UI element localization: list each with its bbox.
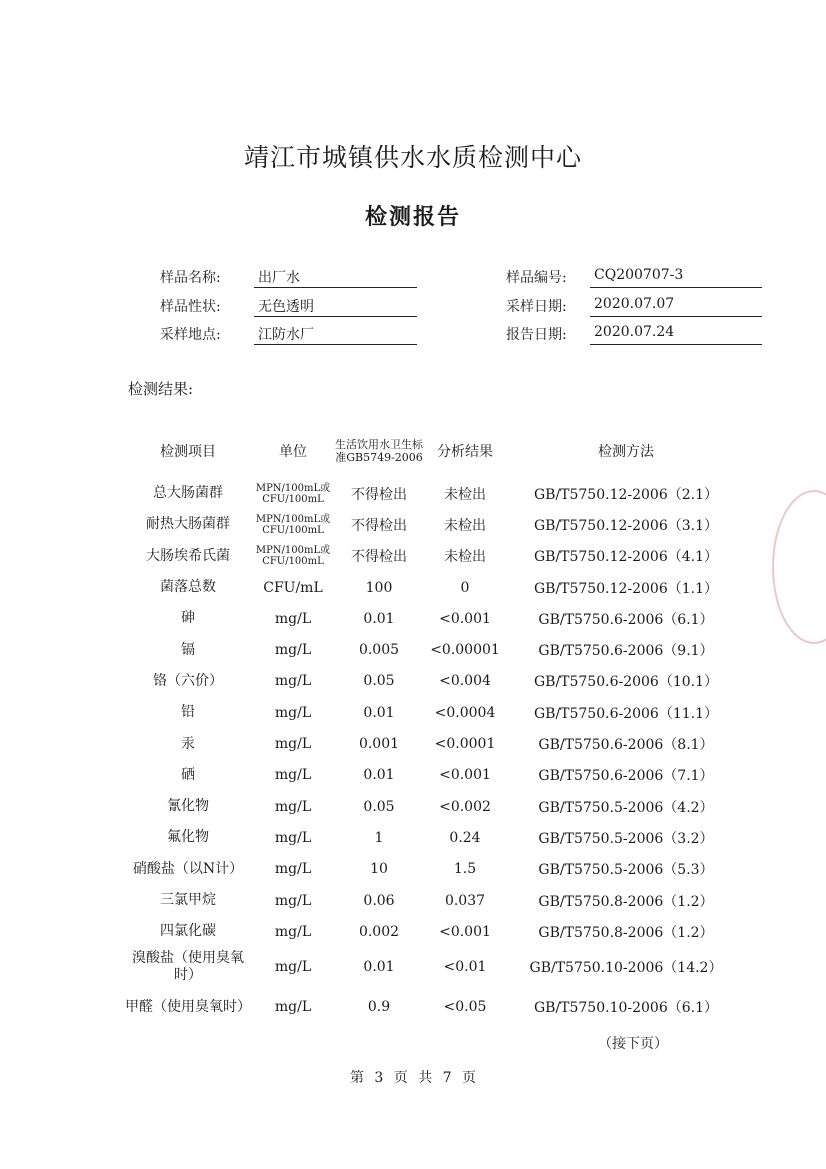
sample-state-row <box>160 296 420 318</box>
sample-number-label: 样品编号: <box>506 270 567 286</box>
row-unit: mg/L <box>274 959 312 976</box>
row-method: GB/T5750.6-2006（11.1） <box>533 705 719 722</box>
row-method: GB/T5750.12-2006（4.1） <box>533 549 719 566</box>
sample-date-value: 2020.07.07 <box>590 296 762 317</box>
row-result: <0.001 <box>439 923 491 940</box>
sample-name-label: 样品名称: <box>160 270 221 286</box>
row-standard: 不得检出 <box>351 486 407 503</box>
row-standard: 0.9 <box>367 999 391 1016</box>
row-item: 砷 <box>181 610 195 627</box>
row-unit: MPN/100mL或CFU/100mL <box>255 482 331 505</box>
row-item: 汞 <box>181 735 195 752</box>
row-standard: 0.005 <box>358 642 400 659</box>
row-standard: 0.01 <box>363 704 395 721</box>
table-row <box>124 916 746 947</box>
page-number: 第 3 页 共 7 页 <box>349 1070 477 1086</box>
row-item: 铬（六价） <box>153 672 223 689</box>
table-row <box>124 947 746 987</box>
sample-date-row <box>506 296 766 318</box>
row-method: GB/T5750.6-2006（7.1） <box>538 768 714 785</box>
row-standard: 0.001 <box>358 736 400 753</box>
row-item: 硒 <box>181 766 195 783</box>
doc-title: 检测报告 <box>364 205 461 230</box>
row-standard: 0.01 <box>363 767 395 784</box>
row-method: GB/T5750.5-2006（5.3） <box>538 862 714 879</box>
row-standard: 不得检出 <box>351 549 407 566</box>
row-method: GB/T5750.10-2006（14.2） <box>529 960 723 977</box>
row-unit: mg/L <box>274 736 312 753</box>
row-result: <0.001 <box>439 767 491 784</box>
row-result: <0.001 <box>439 610 491 627</box>
row-result: 0 <box>460 579 470 596</box>
table-row <box>124 854 746 885</box>
row-item: 溴酸盐（使用臭氧时） <box>132 950 244 984</box>
table-row <box>124 541 746 572</box>
row-unit: mg/L <box>274 704 312 721</box>
col-header-result: 分析结果 <box>437 444 493 460</box>
row-standard: 不得检出 <box>351 517 407 534</box>
row-item: 三氯甲烷 <box>160 892 216 908</box>
row-standard: 1 <box>374 829 384 846</box>
sample-date-label: 采样日期: <box>506 299 567 315</box>
table-row <box>124 634 746 665</box>
sample-number-row <box>506 267 766 289</box>
row-unit: mg/L <box>274 892 312 909</box>
sample-number-value: CQ200707-3 <box>590 267 762 288</box>
sample-name-row <box>160 267 420 289</box>
org-name: 靖江市城镇供水水质检测中心 <box>243 143 582 172</box>
row-item: 总大肠菌群 <box>153 485 223 502</box>
col-header-standard: 生活饮用水卫生标准GB5749-2006 <box>335 438 423 464</box>
table-row <box>124 572 746 603</box>
row-method: GB/T5750.6-2006（9.1） <box>538 643 714 660</box>
row-method: GB/T5750.5-2006（3.2） <box>538 830 714 847</box>
row-item: 铅 <box>181 704 195 721</box>
row-standard: 0.01 <box>363 610 395 627</box>
row-method: GB/T5750.12-2006（2.1） <box>533 486 719 503</box>
report-date-label: 报告日期: <box>506 327 567 343</box>
row-method: GB/T5750.10-2006（6.1） <box>533 1000 719 1017</box>
row-method: GB/T5750.6-2006（10.1） <box>533 674 719 691</box>
row-unit: mg/L <box>274 610 312 627</box>
row-unit: mg/L <box>274 767 312 784</box>
table-row <box>124 791 746 822</box>
row-result: 1.5 <box>453 861 477 878</box>
table-row <box>124 885 746 916</box>
row-method: GB/T5750.6-2006（6.1） <box>538 611 714 628</box>
report-date-value: 2020.07.24 <box>590 324 762 345</box>
table-row <box>124 728 746 759</box>
row-unit: mg/L <box>274 798 312 815</box>
row-item: 氰化物 <box>167 798 209 815</box>
table-row <box>124 697 746 728</box>
row-standard: 0.05 <box>363 673 395 690</box>
row-unit: mg/L <box>274 861 312 878</box>
row-unit: MPN/100mL或CFU/100mL <box>255 545 331 568</box>
col-header-unit: 单位 <box>279 444 307 460</box>
row-result: 0.037 <box>444 892 486 909</box>
row-item: 氟化物 <box>167 829 209 846</box>
row-result: <0.01 <box>443 959 487 976</box>
row-item: 大肠埃希氏菌 <box>146 547 230 564</box>
row-item: 四氯化碳 <box>160 923 216 940</box>
row-method: GB/T5750.5-2006（4.2） <box>538 799 714 816</box>
row-unit: mg/L <box>274 673 312 690</box>
row-standard: 0.01 <box>363 959 395 976</box>
col-header-item: 检测项目 <box>160 444 216 460</box>
sample-location-row <box>160 324 420 346</box>
table-row <box>124 987 746 1027</box>
row-result: <0.002 <box>439 798 491 815</box>
official-seal <box>772 490 826 644</box>
row-result: 未检出 <box>444 549 486 566</box>
col-header-method: 检测方法 <box>598 444 654 460</box>
report-date-row <box>506 324 766 346</box>
row-standard: 10 <box>370 861 388 878</box>
row-result: <0.00001 <box>430 642 500 659</box>
row-standard: 0.05 <box>363 798 395 815</box>
row-result: 未检出 <box>444 486 486 503</box>
row-method: GB/T5750.8-2006（1.2） <box>538 924 714 941</box>
row-unit: CFU/mL <box>263 579 323 596</box>
row-item: 硝酸盐（以N计） <box>132 860 244 877</box>
continue-note: （接下页） <box>598 1036 668 1052</box>
row-result: <0.0004 <box>434 704 496 721</box>
row-unit: MPN/100mL或CFU/100mL <box>255 513 331 536</box>
table-row <box>124 603 746 634</box>
sample-location-value: 江防水厂 <box>254 324 417 345</box>
row-result: 0.24 <box>449 829 481 846</box>
row-standard: 100 <box>365 579 393 596</box>
sample-location-label: 采样地点: <box>160 327 221 343</box>
table-row <box>124 666 746 697</box>
sample-state-value: 无色透明 <box>254 296 417 317</box>
results-section-label: 检测结果: <box>128 380 194 398</box>
row-unit: mg/L <box>274 999 312 1016</box>
row-item: 镉 <box>181 641 195 658</box>
table-row <box>124 760 746 791</box>
row-method: GB/T5750.6-2006（8.1） <box>538 737 714 754</box>
row-method: GB/T5750.12-2006（3.1） <box>533 517 719 534</box>
sample-state-label: 样品性状: <box>160 299 221 315</box>
row-unit: mg/L <box>274 642 312 659</box>
table-row <box>124 509 746 540</box>
sample-name-value: 出厂水 <box>254 267 417 288</box>
row-unit: mg/L <box>274 923 312 940</box>
row-result: <0.004 <box>439 673 491 690</box>
row-result: <0.05 <box>443 999 487 1016</box>
row-result: 未检出 <box>444 517 486 534</box>
row-method: GB/T5750.12-2006（1.1） <box>533 580 719 597</box>
row-item: 甲醛（使用臭氧时） <box>125 998 251 1015</box>
row-method: GB/T5750.8-2006（1.2） <box>538 893 714 910</box>
table-row <box>124 478 746 509</box>
row-result: <0.0001 <box>434 736 496 753</box>
row-item: 耐热大肠菌群 <box>146 516 230 533</box>
table-row <box>124 822 746 853</box>
table-header-row <box>124 424 746 478</box>
row-standard: 0.002 <box>358 923 400 940</box>
row-item: 菌落总数 <box>160 579 216 596</box>
row-standard: 0.06 <box>363 892 395 909</box>
row-unit: mg/L <box>274 829 312 846</box>
results-table <box>124 424 746 1027</box>
